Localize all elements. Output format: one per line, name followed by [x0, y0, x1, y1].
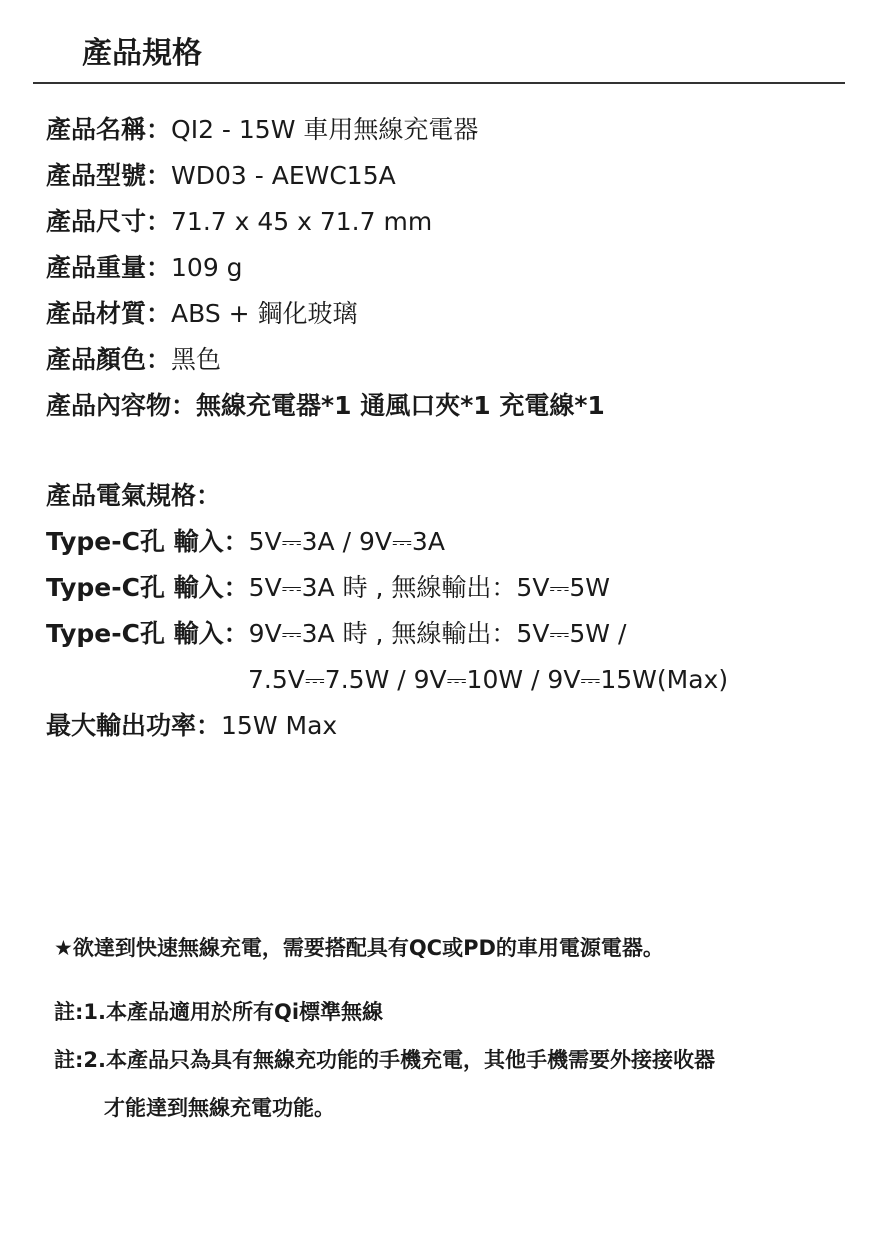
spec-label: 產品重量： [46, 253, 172, 282]
electrical-line-continuation [46, 660, 856, 706]
spec-dimensions [46, 202, 846, 248]
electrical-label: 最大輸出功率： [46, 711, 222, 740]
electrical-label: Type-C孔 輸入： [46, 619, 249, 648]
spec-value: 109 g [171, 253, 243, 282]
page-title: 產品規格 [82, 36, 202, 71]
note-1: 註:1.本產品適用於所有Qi標準無線 [54, 1000, 384, 1024]
spec-color [46, 340, 846, 386]
electrical-value: 7.5V⎓7.5W / 9V⎓10W / 9V⎓15W(Max) [248, 665, 729, 694]
electrical-value: 15W Max [221, 711, 338, 740]
electrical-line [46, 522, 856, 568]
spec-material [46, 294, 846, 340]
spec-model-number [46, 156, 846, 202]
spec-value: WD03 - AEWC15A [171, 161, 396, 190]
electrical-line-max-output [46, 706, 856, 752]
note-2-continuation: 才能達到無線充電功能。 [104, 1096, 335, 1120]
electrical-spec-heading: 產品電氣規格： [46, 481, 222, 510]
spec-value: QI2 - 15W 車用無線充電器 [171, 115, 479, 144]
electrical-value: 9V⎓3A 時 , 無線輸出：5V⎓5W / [248, 619, 627, 648]
electrical-value: 5V⎓3A 時 , 無線輸出：5V⎓5W [248, 573, 611, 602]
spec-product-name [46, 110, 846, 156]
spec-label: 產品顏色： [46, 345, 172, 374]
electrical-spec-list [46, 522, 856, 752]
spec-value: 無線充電器*1 通風口夾*1 充電線*1 [196, 391, 605, 420]
star-note: ★欲達到快速無線充電，需要搭配具有QC或PD的車用電源電器。 [54, 936, 664, 960]
spec-label: 產品內容物： [46, 391, 197, 420]
spec-label: 產品型號： [46, 161, 172, 190]
note-2: 註:2.本產品只為具有無線充功能的手機充電，其他手機需要外接接收器 [54, 1048, 715, 1072]
electrical-label: Type-C孔 輸入： [46, 573, 249, 602]
electrical-value: 5V⎓3A / 9V⎓3A [248, 527, 445, 556]
spec-list [46, 110, 846, 432]
electrical-label: Type-C孔 輸入： [46, 527, 249, 556]
spec-label: 產品尺寸： [46, 207, 172, 236]
spec-label: 產品名稱： [46, 115, 172, 144]
title-divider [33, 82, 845, 84]
spec-label: 產品材質： [46, 299, 172, 328]
spec-weight [46, 248, 846, 294]
spec-value: 71.7 x 45 x 71.7 mm [171, 207, 433, 236]
spec-package-contents [46, 386, 846, 432]
spec-value: 黑色 [171, 345, 222, 374]
electrical-line [46, 614, 856, 660]
notes-section [54, 930, 854, 1126]
spec-value: ABS + 鋼化玻璃 [171, 299, 358, 328]
electrical-line [46, 568, 856, 614]
